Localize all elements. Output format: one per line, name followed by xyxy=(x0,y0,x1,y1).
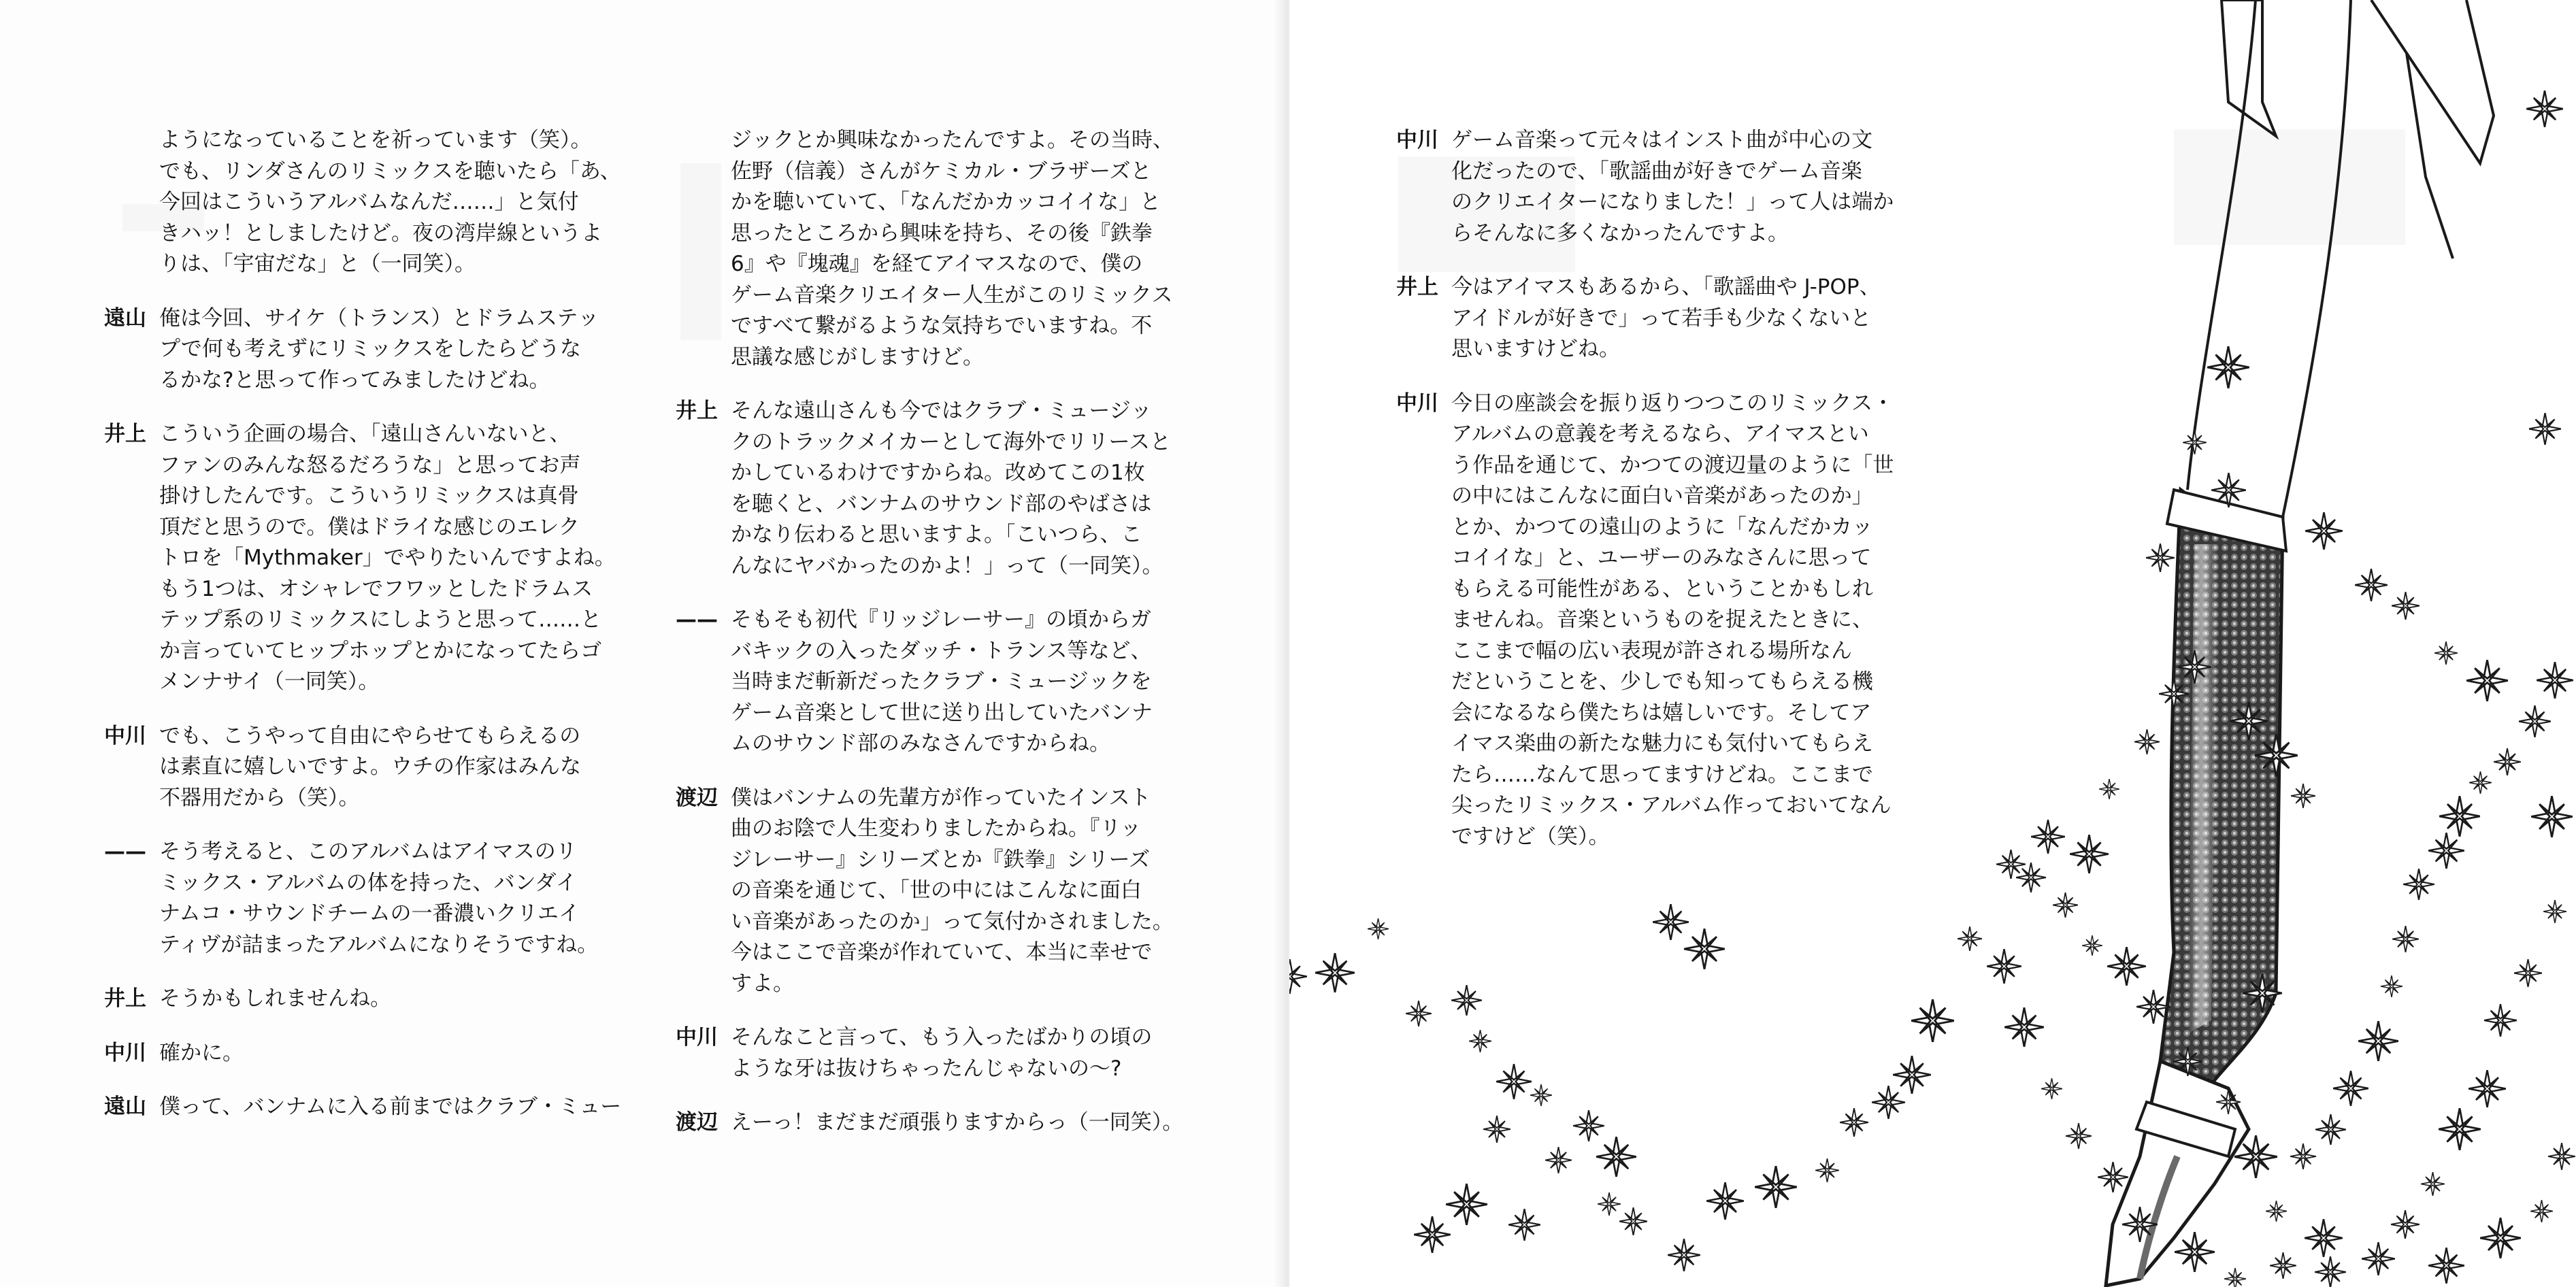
speaker-name: 遠山 xyxy=(104,1094,146,1119)
dialogue-line: ここまで幅の広い表現が許される場所なん xyxy=(1451,638,1852,663)
dialogue-line: 6』や『塊魂』を経てアイマスなので、僕の xyxy=(731,252,1143,276)
dialogue-line: そんな遠山さんも今ではクラブ・ミュージッ xyxy=(731,399,1152,423)
dialogue-line: かなり伝わると思いますよ。「こいつら、こ xyxy=(731,522,1142,547)
sparkle-icon xyxy=(2494,748,2521,775)
sparkle-icon xyxy=(2136,990,2170,1024)
dialogue-entry xyxy=(104,1092,621,1123)
dialogue-line: もう1つは、オシャレでフワッとしたドラムス xyxy=(159,576,593,601)
dialogue-line: 佐野（信義）さんがケミカル・ブラザーズと xyxy=(731,158,1152,184)
sparkle-icon xyxy=(2041,1078,2062,1099)
sparkle-icon xyxy=(1958,926,1982,951)
dialogue-entry xyxy=(1396,125,1913,249)
dialogue-line: ようになっていることを祈っています（笑）。 xyxy=(159,128,592,152)
sparkle-icon xyxy=(2178,650,2211,684)
sparkle-icon xyxy=(2290,1143,2316,1169)
dialogue-line: らそんなに多くなかったんですよ。 xyxy=(1451,220,1789,246)
sparkle-icon xyxy=(2526,90,2563,127)
dialogue-line: だということを、少しでも知ってもらえる機 xyxy=(1451,669,1873,694)
dialogue-line: 化だったので、「歌謡曲が好きでゲーム音楽 xyxy=(1451,158,1862,184)
dialogue-line: ゲーム音楽って元々はインスト曲が中心の文 xyxy=(1451,128,1873,152)
dialogue-line: イマス楽曲の新たな魅力にも気付いてもらえ xyxy=(1451,731,1873,756)
sparkle-icon xyxy=(1596,1137,1636,1177)
sparkle-icon xyxy=(2266,1201,2287,1222)
sparkle-icon xyxy=(2099,779,2119,799)
dialogue-line: 不器用だから（笑）。 xyxy=(159,785,360,810)
speaker-name: 井上 xyxy=(676,399,718,423)
dialogue-entry xyxy=(676,125,1193,373)
sparkle-icon xyxy=(1653,904,1689,940)
sparkle-icon xyxy=(2016,863,2046,892)
speaker-name: 中川 xyxy=(1396,390,1438,416)
sparkle-icon xyxy=(1893,1056,1931,1094)
sparkle-icon xyxy=(2439,796,2480,837)
dialogue-line: たら……なんて思ってますけどね。ここまで xyxy=(1451,762,1873,787)
dialogue-entry xyxy=(1396,388,1913,853)
dialogue-entry xyxy=(676,605,1193,760)
sparkle-icon xyxy=(2358,1021,2398,1061)
dialogue-line: そもそも初代『リッジレーサー』の頃からガ xyxy=(731,607,1151,632)
sparkle-icon xyxy=(2466,660,2508,701)
dialogue-line: 今はここで音楽が作れていて、本当に幸せで xyxy=(731,940,1153,965)
sparkle-icon xyxy=(2122,1207,2158,1242)
dialogue-entry xyxy=(104,419,621,698)
dialogue-line: 今日の座談会を振り返りつつこのリミックス・ xyxy=(1451,390,1894,416)
sparkle-icon xyxy=(1684,929,1725,969)
text-column-middle xyxy=(676,125,1193,1139)
sparkle-icon xyxy=(2216,1090,2241,1114)
sparkle-icon xyxy=(2434,641,2458,665)
dialogue-line: テップ系のリミックスにしようと思って……と xyxy=(159,607,602,632)
sparkle-icon xyxy=(2315,1256,2346,1287)
dialogue-line: でも、リンダさんのリミックスを聴いたら「あ、 xyxy=(159,158,621,184)
dialogue-line: 今はアイマスもあるから、「歌謡曲や J-POP、 xyxy=(1451,275,1881,299)
sparkle-icon xyxy=(2159,679,2189,709)
sparkle-icon xyxy=(1469,1030,1491,1052)
dialogue-line: メンナサイ（一同笑）。 xyxy=(159,669,380,694)
sparkle-icon xyxy=(1706,1182,1744,1220)
dialogue-line: 曲のお陰で人生変わりましたからね。『リッ xyxy=(731,816,1142,841)
sparkle-icon xyxy=(2428,833,2464,869)
sparkle-icon xyxy=(1530,1084,1552,1106)
sparkle-icon xyxy=(2381,975,2402,997)
dialogue-entry xyxy=(104,984,621,1015)
dialogue-line: とか、かつての遠山のように「なんだかカッ xyxy=(1451,514,1873,539)
text-column-left xyxy=(104,125,621,1123)
dialogue-line: を聴くと、バンナムのサウンド部のやばさは xyxy=(731,491,1152,516)
dialogue-line: きハッ！としましたけど。夜の湾岸線というよ xyxy=(159,220,602,246)
dialogue-line: のクリエイターになりました！」って人は端か xyxy=(1451,190,1894,214)
speaker-name: 中川 xyxy=(1396,128,1438,152)
sparkle-icon xyxy=(2270,1252,2296,1279)
dialogue-line: の音楽を通じて、「世の中にはこんなに面白 xyxy=(731,878,1142,903)
speaker-name: 中川 xyxy=(676,1025,718,1050)
dialogue-line: そう考えると、このアルバムはアイマスのリ xyxy=(159,839,577,864)
dialogue-line: ですべて繋がるような気持ちでいますね。不 xyxy=(731,314,1153,338)
dialogue-line: バキックの入ったダッチ・トランス等など、 xyxy=(731,638,1152,663)
sparkle-icon xyxy=(2531,796,2573,837)
sparkle-icon xyxy=(2468,1070,2506,1107)
dialogue-line: ですけど（笑）。 xyxy=(1451,824,1610,849)
dialogue-line: ムのサウンド部のみなさんですからね。 xyxy=(731,731,1110,756)
speaker-name: 井上 xyxy=(104,422,146,446)
dialogue-line: すよ。 xyxy=(731,971,794,996)
dialogue-line: りは、「宇宙だな」と（一同笑）。 xyxy=(159,252,476,276)
sparkle-icon xyxy=(2315,1114,2346,1145)
dialogue-line: トロを「Mythmaker」でやりたいんですよね。 xyxy=(159,546,616,570)
sparkle-icon xyxy=(1508,1209,1540,1241)
sparkle-icon xyxy=(2243,973,2282,1013)
dialogue-line: でも、こうやって自由にやらせてもらえるの xyxy=(159,723,581,748)
dialogue-line: 思議な感じがしますけど。 xyxy=(731,344,984,369)
dialogue-entry xyxy=(104,303,621,397)
speaker-name: 井上 xyxy=(104,986,146,1011)
sparkle-icon xyxy=(2480,1218,2521,1258)
sparkle-icon xyxy=(2428,1248,2464,1284)
dialogue-line: そうかもしれませんね。 xyxy=(159,986,391,1011)
sparkle-icon xyxy=(2537,662,2573,699)
dialogue-line: は素直に嬉しいですよ。ウチの作家はみんな xyxy=(159,754,581,779)
dialogue-line: ナムコ・サウンドチームの一番濃いクリエイ xyxy=(159,901,580,926)
dialogue-line: う作品を通じて、かつての渡辺量のように「世 xyxy=(1451,452,1894,478)
dialogue-line: アイドルが好きで」って若手も少なくないと xyxy=(1451,305,1872,331)
sparkle-icon xyxy=(2305,1219,2343,1257)
sparkle-icon xyxy=(1446,1184,1487,1225)
sparkle-icon xyxy=(2333,1071,2368,1106)
dialogue-line: かを聴いていて、「なんだかカッコイイな」と xyxy=(731,190,1161,214)
speaker-name: 渡辺 xyxy=(676,1110,718,1135)
sparkle-icon xyxy=(2291,784,2315,808)
sparkle-icon xyxy=(1315,953,1355,992)
sparkle-icon xyxy=(1451,985,1482,1016)
speaker-name: —— xyxy=(104,839,146,864)
dialogue-line: プで何も考えずにリミックスをしたらどうな xyxy=(159,337,581,361)
dialogue-entry xyxy=(104,125,621,280)
dialogue-line: もらえる可能性がある、ということかもしれ xyxy=(1451,576,1873,601)
dialogue-line: 会になるなら僕たちは嬉しいです。そしてア xyxy=(1451,700,1872,725)
dialogue-line: 僕って、バンナムに入る前まではクラブ・ミュー xyxy=(159,1094,622,1119)
sparkle-icon xyxy=(2098,1162,2128,1192)
sparkle-icon xyxy=(1911,999,1954,1042)
dialogue-line: るかな?と思って作ってみましたけどね。 xyxy=(159,367,550,392)
sparkle-icon xyxy=(1668,1239,1700,1271)
speaker-name: —— xyxy=(676,607,718,632)
dialogue-entry xyxy=(1396,272,1913,365)
dialogue-line: ゲーム音楽として世に送り出していたバンナ xyxy=(731,700,1153,725)
dialogue-line: 思いますけどね。 xyxy=(1451,337,1620,361)
sparkle-icon xyxy=(2146,544,2175,572)
dialogue-entry xyxy=(676,396,1193,582)
dialogue-line: 俺は今回、サイケ（トランス）とドラムステッ xyxy=(159,305,599,331)
dialogue-line: コイイな」と、ユーザーのみなさんに思って xyxy=(1451,546,1872,570)
sparkle-icon xyxy=(2421,1172,2445,1196)
sparkle-icon xyxy=(2082,935,2102,956)
sparkle-icon xyxy=(2031,820,2065,854)
dialogue-line: い音楽があったのか」って気付かされました。 xyxy=(731,909,1174,934)
sparkle-icon xyxy=(2529,413,2561,445)
speaker-name: 井上 xyxy=(1396,275,1438,299)
sparkle-icon xyxy=(2107,947,2146,986)
sparkle-icon xyxy=(2548,1143,2575,1170)
sparkle-icon xyxy=(2355,569,2388,601)
dialogue-line: 今回はこういうアルバムなんだ……」と気付 xyxy=(159,190,579,214)
dialogue-line: ファンのみんな怒るだろうな」と思ってお声 xyxy=(159,452,581,478)
sparkle-icon xyxy=(2004,1007,2044,1047)
sparkle-icon xyxy=(1545,1147,1572,1173)
sparkle-icon xyxy=(1406,1001,1432,1026)
dialogue-line: そんなこと言って、もう入ったばかりの頃の xyxy=(731,1025,1153,1050)
sparkle-icon xyxy=(1755,1166,1797,1208)
dialogue-line: こういう企画の場合、「遠山さんいないと、 xyxy=(159,422,571,446)
sparkle-icon xyxy=(2484,1004,2517,1037)
sparkle-icon xyxy=(2224,1268,2246,1287)
dialogue-line: アルバムの意義を考えるなら、アイマスとい xyxy=(1451,422,1869,446)
dialogue-line: 当時まだ斬新だったクラブ・ミュージックを xyxy=(731,669,1152,694)
dialogue-line: 僕はバンナムの先輩方が作っていたインスト xyxy=(731,785,1151,810)
sparkle-icon xyxy=(1368,918,1389,939)
sparkle-icon xyxy=(1496,1064,1532,1099)
sparkle-icon xyxy=(2207,346,2249,388)
dialogue-line: ゲーム音楽クリエイター人生がこのリミックス xyxy=(731,282,1173,307)
right-page xyxy=(1289,0,2576,1287)
sparkle-icon xyxy=(1483,1116,1510,1143)
sparkle-icon xyxy=(1619,1207,1647,1235)
dialogue-line: えーっ！まだまだ頑張りますからっ（一同笑）。 xyxy=(731,1110,1184,1135)
dialogue-line: 掛けしたんです。こういうリミックスは真骨 xyxy=(159,484,579,508)
sparkle-icon xyxy=(2183,431,2207,454)
dialogue-line: 確かに。 xyxy=(159,1040,244,1065)
dialogue-entry xyxy=(104,1038,621,1069)
dialogue-entry xyxy=(676,1107,1193,1139)
dialogue-line: 尖ったリミックス・アルバム作っておいてなん xyxy=(1451,793,1892,818)
sparkle-icon xyxy=(1573,1110,1604,1141)
sparkle-icon xyxy=(1815,1158,1839,1182)
dialogue-entry xyxy=(104,837,621,960)
dialogue-line: ミックス・アルバムの体を持った、バンダイ xyxy=(159,870,577,895)
dialogue-line: かしているわけですからね。改めてこの1枚 xyxy=(731,461,1145,485)
sparkle-icon xyxy=(2469,771,2492,794)
sparkle-icon xyxy=(2053,892,2078,918)
speaker-name: 中川 xyxy=(104,1040,146,1065)
dialogue-entry xyxy=(676,783,1193,1000)
sparkle-icon xyxy=(2175,1232,2215,1272)
sparkle-icon xyxy=(2392,592,2420,620)
dialogue-line: ませんね。音楽というものを捉えたときに、 xyxy=(1451,607,1873,632)
sparkle-icon xyxy=(2543,900,2566,923)
sparkle-icon xyxy=(2362,1242,2395,1275)
dialogue-entry xyxy=(676,1022,1193,1084)
dialogue-line: 思ったところから興味を持ち、その後『鉄拳 xyxy=(731,220,1153,246)
sparkle-icon xyxy=(1987,949,2021,984)
sparkle-icon xyxy=(2305,512,2343,550)
sparkle-icon xyxy=(2514,959,2542,987)
dialogue-line: ティヴが詰まったアルバムになりそうですね。 xyxy=(159,932,599,957)
sparkle-icon xyxy=(2391,1210,2420,1239)
sparkle-icon xyxy=(2403,869,2434,900)
dialogue-line: ジックとか興味なかったんですよ。その当時、 xyxy=(731,128,1174,152)
sparkle-icon xyxy=(2530,1200,2553,1222)
speaker-name: 遠山 xyxy=(104,305,146,331)
sparkle-icon xyxy=(2211,473,2246,507)
sparkle-icon xyxy=(2070,835,2109,873)
sparkle-icon xyxy=(2234,1135,2277,1178)
sparkle-icon xyxy=(2173,1047,2202,1076)
sparkle-icon xyxy=(2066,1123,2092,1149)
dialogue-line: の中にはこんなに面白い音楽があったのか」 xyxy=(1451,484,1873,508)
sparkle-icon xyxy=(2519,705,2551,737)
sparkle-icon xyxy=(2134,729,2160,754)
dialogue-line: か言っていてヒップホップとかになってたらゴ xyxy=(159,638,602,663)
sparkle-icon xyxy=(2439,1108,2481,1150)
dialogue-line: 頂だと思うので。僕はドライな感じのエレク xyxy=(159,514,580,539)
dialogue-line: クのトラックメイカーとして海外でリリースと xyxy=(731,429,1171,454)
dialogue-line: ジレーサー』シリーズとか『鉄拳』シリーズ xyxy=(731,847,1151,872)
dialogue-line: んなにヤバかったのかよ！」って（一同笑）。 xyxy=(731,553,1163,578)
sparkle-icon xyxy=(2255,734,2298,777)
dialogue-line: ような牙は抜けちゃったんじゃないの〜? xyxy=(731,1056,1122,1081)
speaker-name: 渡辺 xyxy=(676,785,718,810)
text-column-right xyxy=(1396,125,1913,852)
dialogue-entry xyxy=(104,721,621,814)
speaker-name: 中川 xyxy=(104,723,146,748)
sparkle-icon xyxy=(1598,1192,1621,1216)
sparkle-icon xyxy=(1289,959,1307,994)
sparkle-icon xyxy=(1840,1108,1868,1137)
sparkle-icon xyxy=(2392,926,2419,952)
